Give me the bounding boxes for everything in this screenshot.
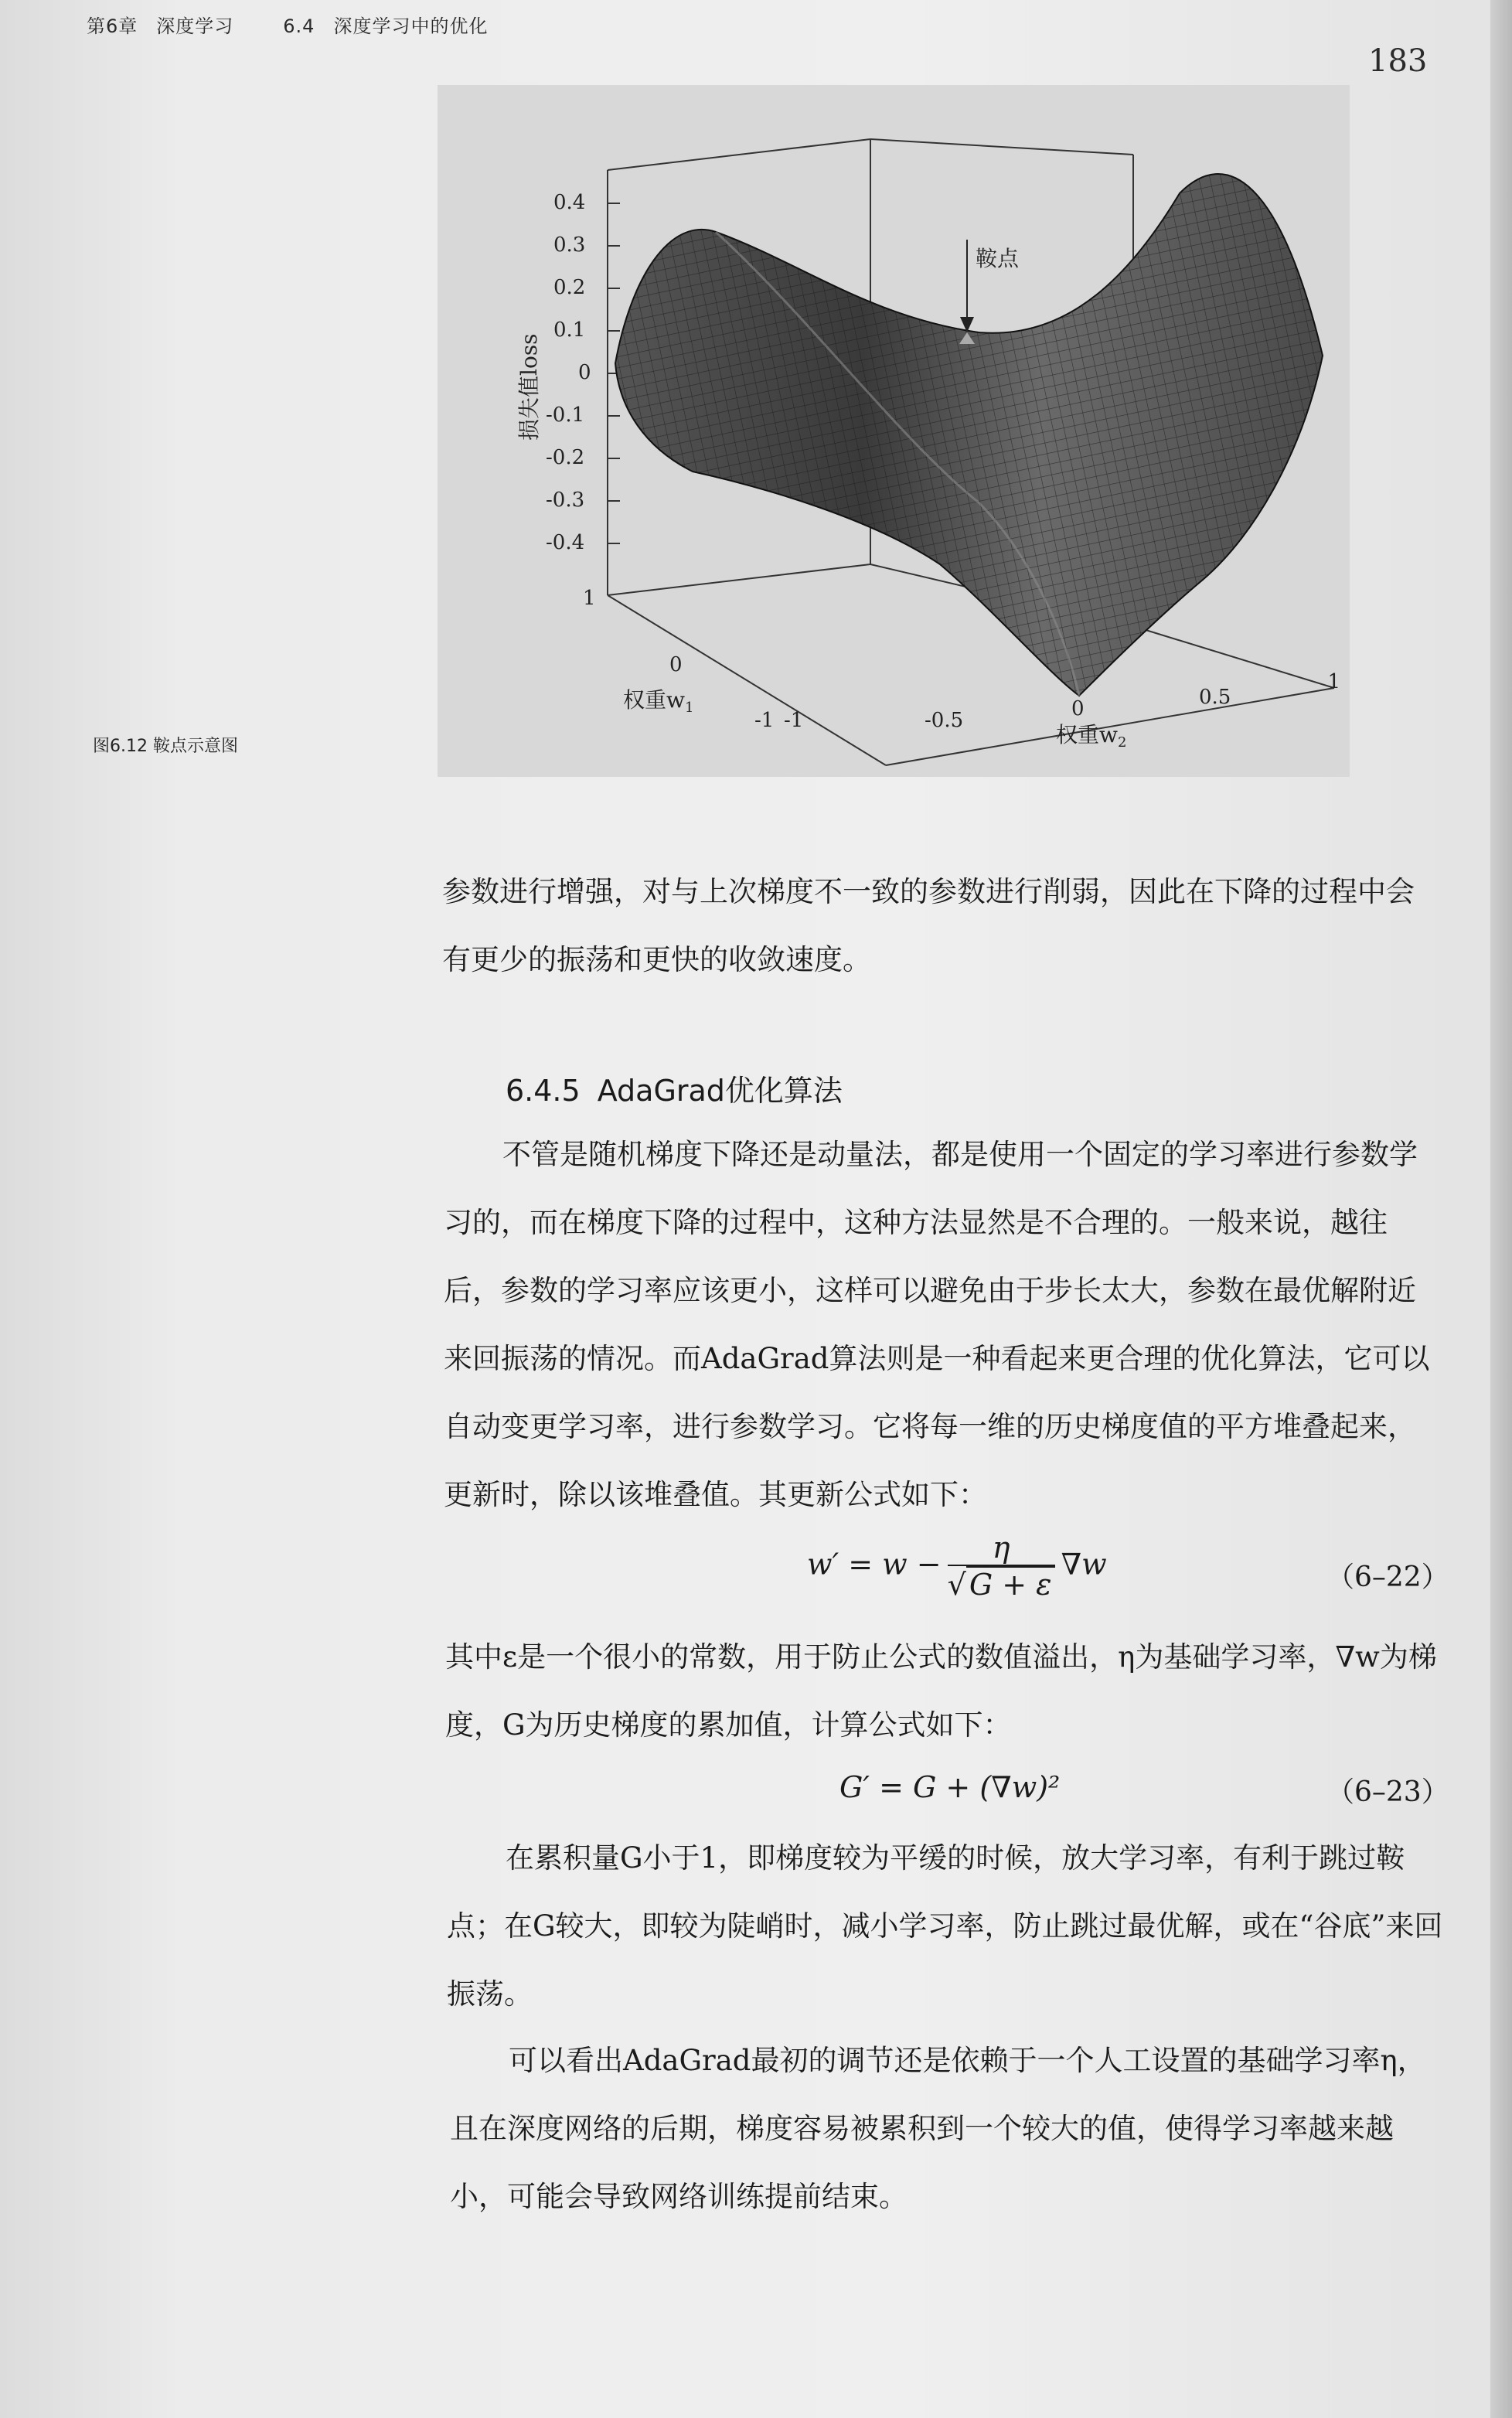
- header-section-title: 深度学习中的优化: [333, 15, 489, 37]
- paragraph-5-text: 可以看出AdaGrad最初的调节还是依赖于一个人工设置的基础学习率η，且在深度网络的后期，梯度容易被累积到一个较大的值，使得学习率越来越小，可能会导致网络训练提前结束。: [450, 2044, 1426, 2213]
- z-tick-4: 0: [578, 361, 591, 384]
- w1-tick-1: 0: [669, 653, 683, 676]
- w1-tick-0: 1: [583, 587, 596, 610]
- equation-6-22: [807, 1531, 1107, 1603]
- z-tick-0: 0.4: [553, 191, 586, 214]
- w2-tick-4: 1: [1327, 670, 1340, 693]
- z-tick-8: -0.4: [546, 531, 585, 554]
- section-number: 6.4.5: [506, 1074, 581, 1108]
- paragraph-4-text: 在累积量G小于1，即梯度较为平缓的时候，放大学习率，有利于跳过鞍点；在G较大，即较为陡峭时，减小学习率，防止跳过最优解，或在“谷底”来回振荡。: [447, 1841, 1443, 2011]
- paragraph-1: [442, 858, 1432, 994]
- surface-mesh: [615, 174, 1323, 696]
- paragraph-4: [447, 1824, 1444, 2028]
- saddle-annotation-arrow: [959, 240, 975, 344]
- page-number: 183: [1368, 43, 1428, 79]
- eq1-denominator: √ G + ε: [948, 1566, 1055, 1603]
- eq1-rhs: ∇w: [1061, 1547, 1107, 1582]
- z-tick-5: -0.1: [546, 404, 585, 427]
- paragraph-3-text: 其中ε是一个很小的常数，用于防止公式的数值溢出，η为基础学习率，∇w为梯度，G为历史梯度的累加值，计算公式如下：: [445, 1640, 1437, 1742]
- paragraph-5: [450, 2027, 1447, 2231]
- z-tick-2: 0.2: [553, 276, 586, 299]
- running-header: [87, 11, 506, 38]
- paragraph-1-text: 参数进行增强，对与上次梯度不一致的参数进行削弱，因此在下降的过程中会有更少的振荡和更快的收敛速度。: [442, 875, 1415, 976]
- saddle-surface-plot: [438, 85, 1350, 777]
- book-spine-shadow: [1490, 0, 1512, 2418]
- w2-tick-2: 0: [1071, 697, 1085, 720]
- z-tick-6: -0.2: [546, 446, 585, 469]
- w2-tick-0: -1: [784, 709, 804, 732]
- section-heading: [506, 1067, 843, 1109]
- paragraph-2: [444, 1121, 1438, 1529]
- saddle-annotation: 鞍点: [976, 246, 1020, 271]
- z-tick-1: 0.3: [553, 233, 586, 257]
- z-tick-3: 0.1: [553, 318, 586, 342]
- saddle-figure: [438, 85, 1350, 777]
- header-chapter-title: 深度学习: [156, 15, 234, 37]
- z-tick-7: -0.3: [546, 489, 585, 512]
- header-chapter: 第6章: [87, 15, 138, 37]
- header-section: 6.4: [283, 15, 315, 37]
- eq1-numerator: η: [948, 1531, 1055, 1566]
- paragraph-3: [445, 1623, 1442, 1759]
- equation-6-23-label: （6–23）: [1326, 1776, 1449, 1808]
- figure-caption: 图6.12 鞍点示意图: [93, 737, 238, 756]
- w2-axis-label: 权重$w_2$: [1056, 722, 1127, 751]
- eq1-fraction: [948, 1531, 1055, 1603]
- section-title: AdaGrad优化算法: [597, 1074, 843, 1108]
- equation-6-23: G′ = G + (∇w)²: [839, 1770, 1061, 1804]
- w2-tick-1: -0.5: [925, 709, 964, 732]
- w1-tick-2: -1: [754, 709, 775, 732]
- eq1-lhs: w′ = w −: [807, 1547, 942, 1582]
- equation-6-22-label: （6–22）: [1326, 1561, 1449, 1593]
- w2-tick-3: 0.5: [1199, 686, 1231, 709]
- w1-axis-label: 权重$w_1$: [623, 687, 694, 716]
- paragraph-2-text: 不管是随机梯度下降还是动量法，都是使用一个固定的学习率进行参数学习的，而在梯度下降的过程中，这种方法显然是不合理的。一般来说，越往后，参数的学习率应该更小，这样可以避免由于步长太大，参数在最优解附近来回振荡的情况。而AdaGrad算法则是一种看起来更合理的优化算法，它可以自动变更学习率，进行参数学习。它将每一维的历史梯度值的平方堆叠起来，更新时，除以该堆叠值。其更新公式如下：: [444, 1138, 1430, 1511]
- z-axis-label: 损失值loss: [516, 333, 542, 441]
